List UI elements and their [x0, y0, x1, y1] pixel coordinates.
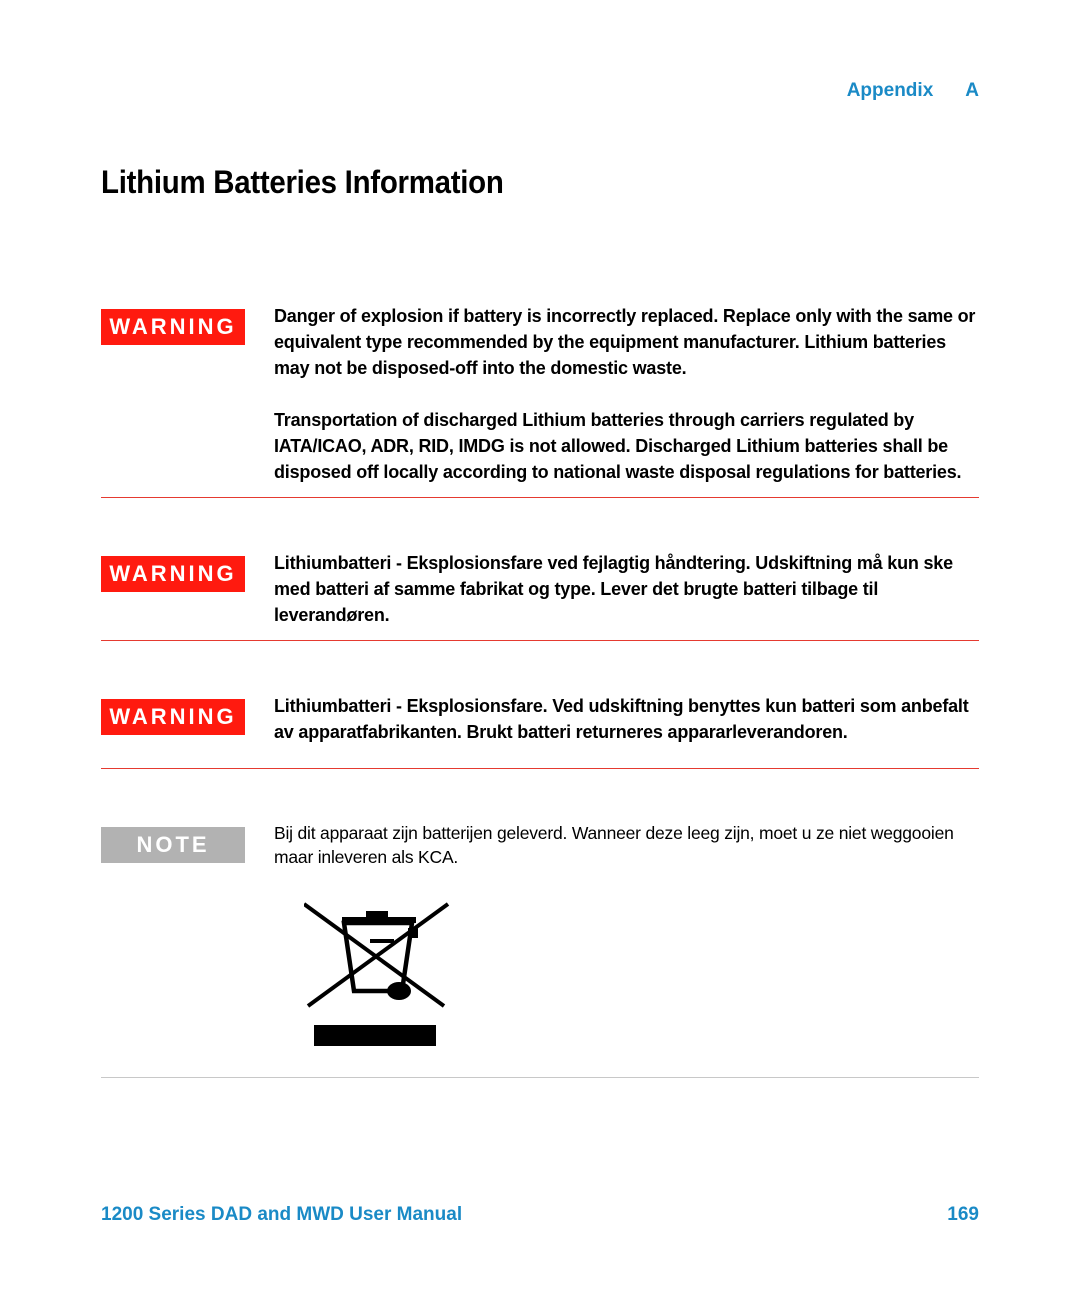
warning-paragraph: Transportation of discharged Lithium batteries through carriers regulated by IATA/ICAO, ADR, RID, IMDG is not allowed. Discharged Lithium batteries shall be disposed off locally according to national waste disposal regulations for batteries. [274, 410, 962, 482]
note-paragraph: Bij dit apparaat zijn batterijen geleverd. Wanneer deze leeg zijn, moet u ze niet weggooien maar inleveren als KCA. [274, 823, 954, 867]
page-title: Lithium Batteries Information [101, 164, 504, 200]
warning-label: WARNING [101, 556, 245, 592]
note-label: NOTE [101, 827, 245, 863]
warning-text [274, 303, 984, 485]
warning-paragraph: Lithiumbatteri - Eksplosionsfare ved fejlagtig håndtering. Udskiftning må kun ske med batteri af samme fabrikat og type. Lever det brugte batteri tilbage til leverandøren. [274, 553, 953, 625]
divider [101, 497, 979, 498]
running-header [847, 80, 979, 102]
footer-page-number: 169 [947, 1204, 979, 1225]
header-letter: A [965, 80, 979, 101]
warning-text [274, 693, 984, 745]
divider [101, 640, 979, 641]
footer-manual-title: 1200 Series DAD and MWD User Manual [101, 1204, 463, 1225]
divider [101, 1077, 979, 1078]
header-section: Appendix [846, 80, 934, 101]
warning-label: WARNING [101, 699, 245, 735]
divider [101, 768, 979, 769]
warning-label: WARNING [101, 309, 245, 345]
crossed-out-wheelie-bin-icon [304, 902, 450, 1048]
warning-text [274, 550, 984, 628]
warning-paragraph: Lithiumbatteri - Eksplosionsfare. Ved udskiftning benyttes kun batteri som anbefalt av apparatfabrikanten. Brukt batteri returneres appararleverandoren. [274, 696, 969, 742]
note-text [274, 821, 984, 869]
warning-paragraph: Danger of explosion if battery is incorrectly replaced. Replace only with the same or equivalent type recommended by the equipment manufacturer. Lithium batteries may not be disposed-off into the domestic waste. [274, 306, 976, 378]
